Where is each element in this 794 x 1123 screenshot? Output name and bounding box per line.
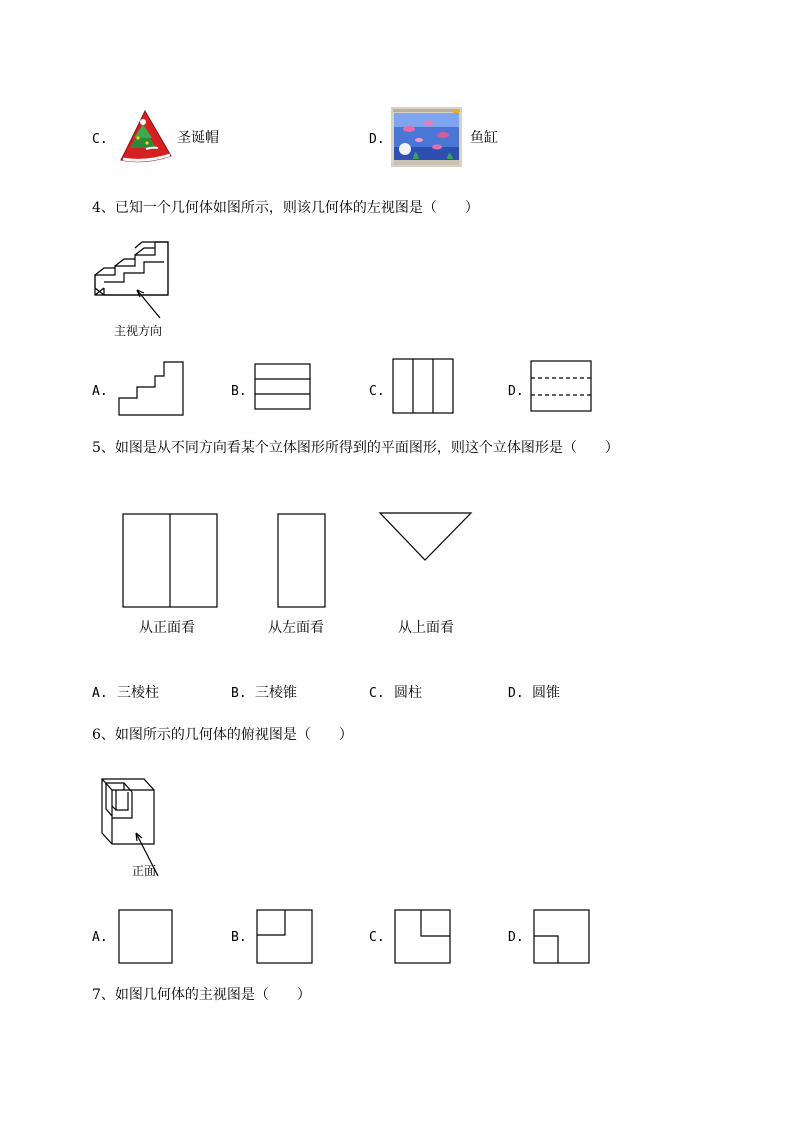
q4-option-d-label: D. bbox=[508, 384, 524, 399]
q6-option-c-figure bbox=[394, 909, 452, 965]
q4-option-c-figure bbox=[392, 358, 455, 415]
q6-option-a-figure bbox=[118, 909, 174, 965]
q6-option-b-label: B. bbox=[231, 930, 247, 945]
q5-option-c-label: C. bbox=[369, 686, 385, 701]
q6-option-d-figure bbox=[533, 909, 591, 965]
q4-option-d-figure bbox=[530, 360, 593, 413]
christmas-hat-image bbox=[118, 108, 174, 164]
q4-option-a-figure bbox=[118, 361, 185, 417]
q3-option-d-label: D. bbox=[369, 132, 385, 147]
q6-option-c-label: C. bbox=[369, 930, 385, 945]
q5-view-caption-left: 从左面看 bbox=[268, 620, 324, 636]
q4-stair-solid-figure bbox=[92, 240, 172, 320]
q5-option-a-label: A. bbox=[92, 686, 108, 701]
q5-left-view-figure bbox=[277, 513, 327, 609]
q5-option-c-text: 圆柱 bbox=[394, 685, 422, 701]
q5-stem: 5、如图是从不同方向看某个立体图形所得到的平面图形，则这个立体图形是（ ） bbox=[92, 440, 619, 456]
q7-stem: 7、如图几何体的主视图是（ ） bbox=[92, 987, 311, 1003]
q4-figure-caption: 主视方向 bbox=[114, 324, 163, 338]
q5-view-caption-top: 从上面看 bbox=[398, 620, 454, 636]
q5-option-b-label: B. bbox=[231, 686, 247, 701]
q5-option-d-text: 圆锥 bbox=[532, 685, 560, 701]
q3-option-c-label: C. bbox=[92, 132, 108, 147]
q6-option-b-figure bbox=[256, 909, 314, 965]
q5-front-view-figure bbox=[122, 513, 219, 609]
q5-option-d-label: D. bbox=[508, 686, 524, 701]
q5-option-b-text: 三棱锥 bbox=[255, 685, 297, 701]
q4-stem: 4、已知一个几何体如图所示，则该几何体的左视图是（ ） bbox=[92, 200, 479, 216]
q5-view-caption-front: 从正面看 bbox=[139, 620, 195, 636]
q3-option-d-text: 鱼缸 bbox=[470, 130, 498, 146]
q6-stem: 6、如图所示的几何体的俯视图是（ ） bbox=[92, 727, 353, 743]
q6-option-d-label: D. bbox=[508, 930, 524, 945]
q4-option-a-label: A. bbox=[92, 384, 108, 399]
q4-option-b-label: B. bbox=[231, 384, 247, 399]
q5-top-view-figure bbox=[379, 512, 473, 562]
q5-option-a-text: 三棱柱 bbox=[117, 685, 159, 701]
fish-tank-image bbox=[391, 107, 462, 167]
q6-option-a-label: A. bbox=[92, 930, 108, 945]
q4-option-c-label: C. bbox=[369, 384, 385, 399]
q3-option-c-text: 圣诞帽 bbox=[177, 130, 219, 146]
q6-figure-caption: 正面 bbox=[132, 864, 157, 878]
q4-option-b-figure bbox=[254, 363, 312, 411]
